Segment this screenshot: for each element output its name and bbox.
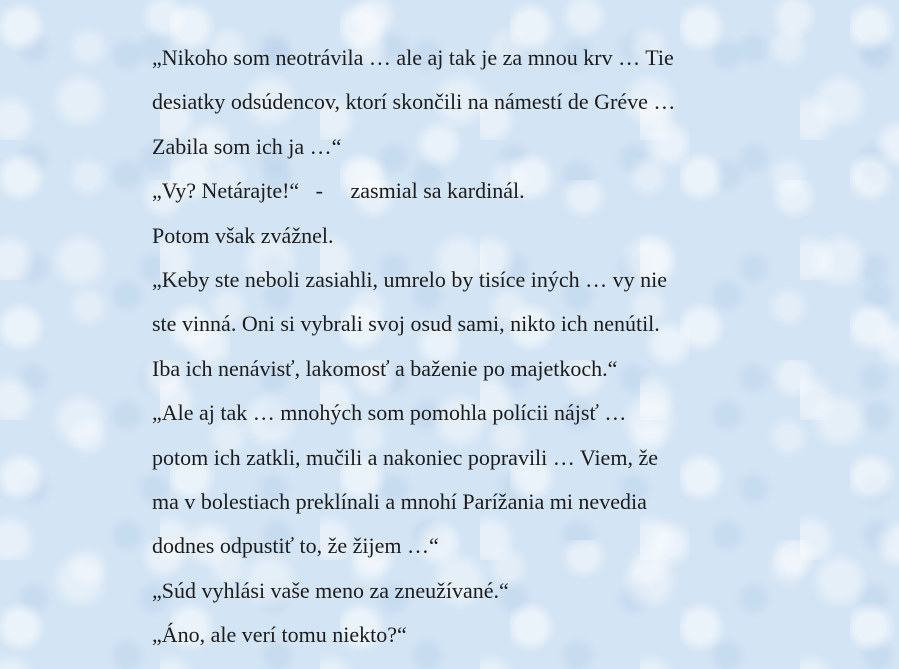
text-line-5: Potom však zvážnel. bbox=[152, 222, 334, 248]
text-line-8: Iba ich nenávisť, lakomosť a baženie po majetkoch.“ bbox=[152, 355, 618, 381]
text-line-9: „Ale aj tak … mnohých som pomohla polícii nájsť … bbox=[152, 400, 627, 426]
text-line-1: „Nikoho som neotrávila … ale aj tak je za mnou krv … Tie bbox=[152, 45, 674, 70]
text-line-3: Zabila som ich ja …“ bbox=[152, 133, 342, 159]
text-line-6: „Keby ste neboli zasiahli, umrelo by tisíce iných … vy nie bbox=[152, 266, 668, 292]
text-line-12: dodnes odpustiť to, že žijem …“ bbox=[152, 533, 439, 559]
text-line-10: potom ich zatkli, mučili a nakoniec popravili … Viem, že bbox=[152, 444, 658, 470]
text-line-7: ste vinná. Oni si vybrali svoj osud sami, nikto ich nenútil. bbox=[152, 311, 660, 337]
text-line-2: desiatky odsúdencov, ktorí skončili na námestí de Gréve … bbox=[152, 89, 676, 115]
text-line-14: „Áno, ale verí tomu niekto?“ bbox=[152, 622, 407, 648]
text-line-11: ma v bolestiach preklínali a mnohí Parížania mi nevedia bbox=[152, 488, 647, 514]
document-text bbox=[152, 36, 792, 657]
text-line-13: „Súd vyhlási vaše meno za zneužívané.“ bbox=[152, 577, 509, 603]
text-line-4: „Vy? Netárajte!“ - zasmial sa kardinál. bbox=[152, 178, 525, 204]
